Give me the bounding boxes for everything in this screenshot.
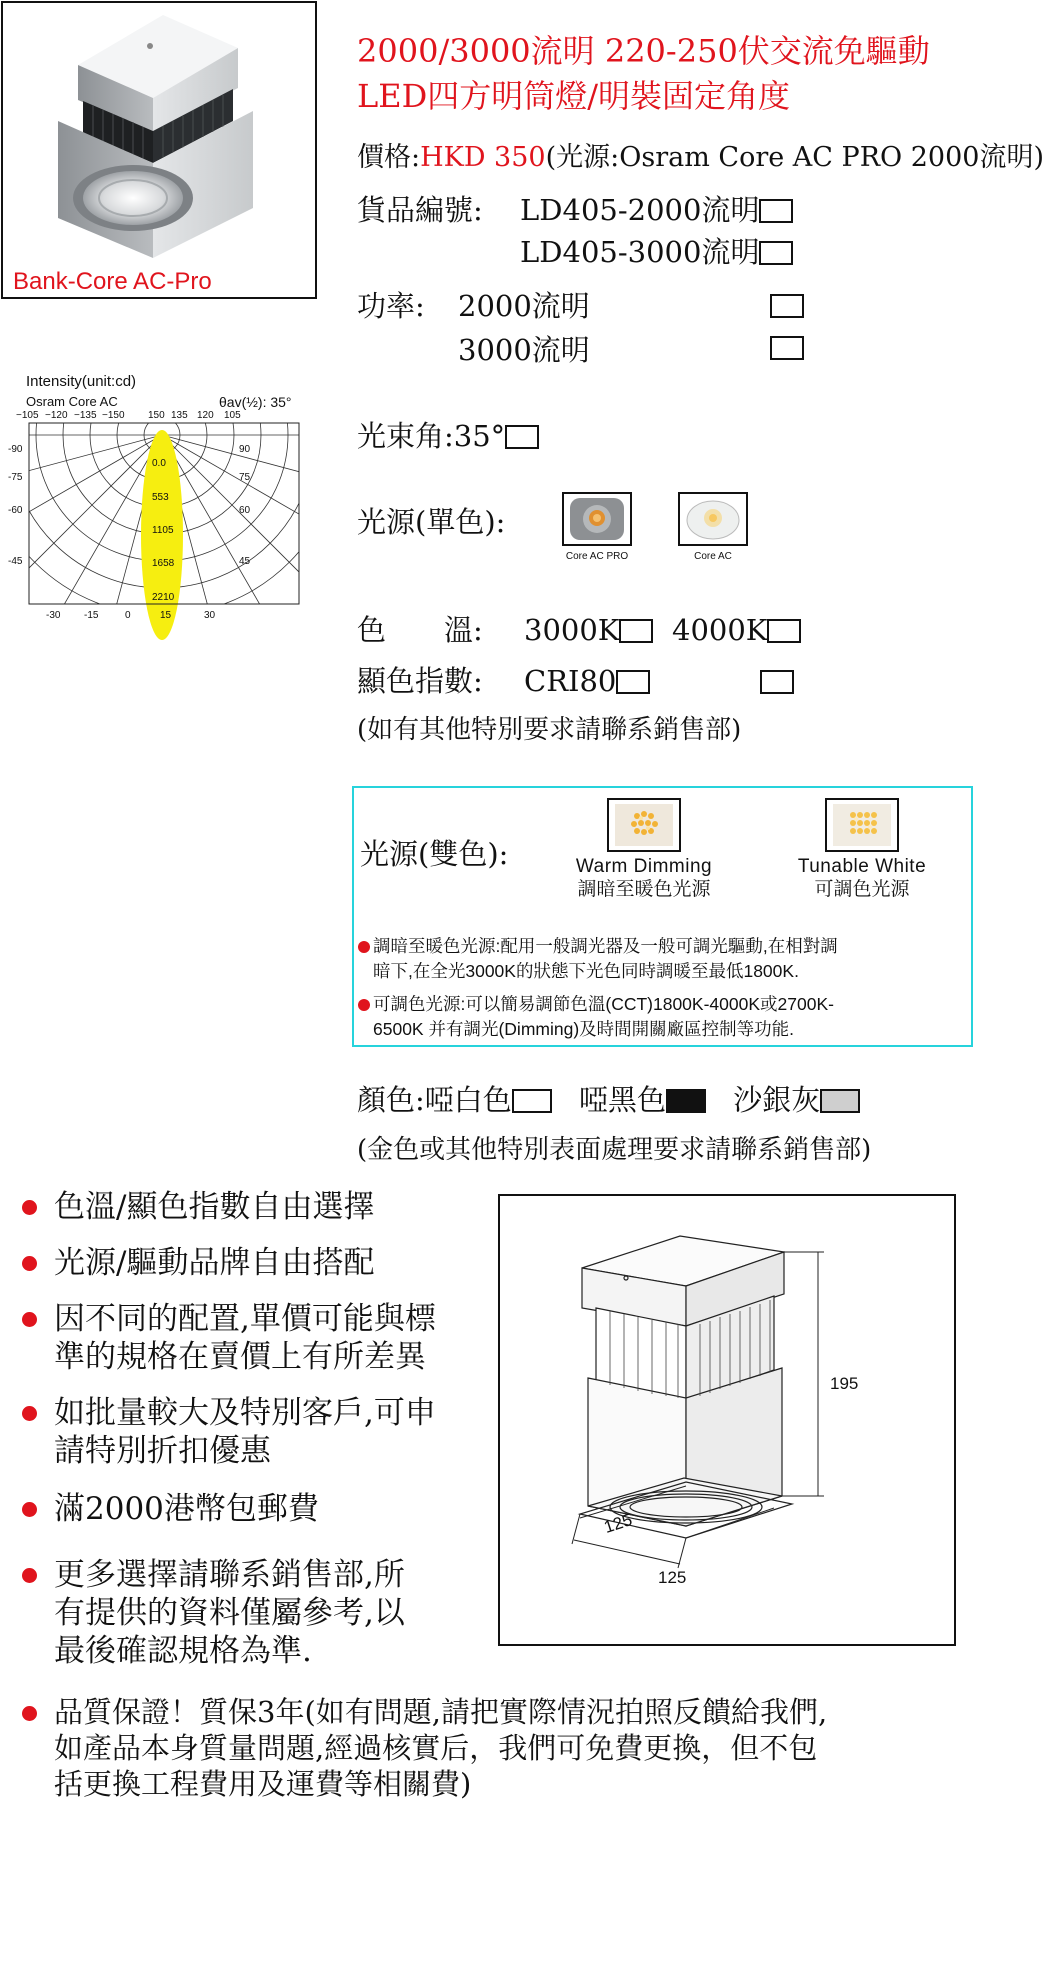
dimension-drawing-frame <box>498 1194 956 1646</box>
polar-left-tick: -75 <box>8 472 23 483</box>
polar-spoke <box>162 435 387 565</box>
feature-bullet-2-line1: 光源/驅動品牌自由搭配 <box>54 1245 375 1281</box>
item-no-option-1[interactable] <box>520 192 793 228</box>
finish-swatch-silver[interactable] <box>820 1089 860 1113</box>
polar-bottom-tick: 30 <box>204 610 216 621</box>
dual-source-label: 光源(雙色): <box>360 837 509 871</box>
bullet-dot <box>22 1406 37 1421</box>
polar-ring-value: 1105 <box>152 525 174 536</box>
polar-bottom-tick: 15 <box>160 610 172 621</box>
bullet-dot <box>22 1200 37 1215</box>
dimension-height: 195 <box>830 1374 859 1393</box>
color-temp-option-2-text: 4000K <box>672 613 768 647</box>
chip-core-ac-label: Core AC <box>694 551 732 562</box>
feature-bullet-4-line1: 如批量較大及特別客戶,可申 <box>54 1395 436 1431</box>
item-no-checkbox-1[interactable] <box>759 199 793 223</box>
dual-note-1-bullet <box>358 941 370 953</box>
feature-bullet-4-line2: 請特別折扣優惠 <box>54 1433 271 1469</box>
bullet-dot <box>22 1312 37 1327</box>
beam-angle-value: 35° <box>453 419 506 453</box>
cri-checkbox-1[interactable] <box>616 670 650 694</box>
dual-note-1-line1: 調暗至暖色光源:配用一般調光器及一般可調光驅動,在相對調 <box>373 936 838 956</box>
finish-option-black: 啞黑色 <box>579 1083 667 1117</box>
tunable-white-chip-image <box>825 798 899 852</box>
cri-label: 顯色指數: <box>357 664 483 698</box>
product-photo <box>3 3 315 297</box>
cri-option-1-text: CRI80 <box>524 664 617 698</box>
power-checkbox-2[interactable] <box>770 336 804 360</box>
price-note: (光源:Osram Core AC PRO 2000流明) <box>545 142 1044 173</box>
dual-note-2-line1: 可調色光源:可以簡易調節色溫(CCT)1800K-4000K或2700K- <box>373 994 834 1014</box>
polar-left-tick: -60 <box>8 505 23 516</box>
product-title-line1: 2000/3000流明 220-250伏交流免驅動 <box>357 32 930 70</box>
finish-note: (金色或其他特別表面處理要求請聯系銷售部) <box>357 1135 872 1165</box>
polar-subtitle: Osram Core AC <box>26 394 118 409</box>
polar-top-tick: 120 <box>197 410 214 421</box>
beam-angle-label: 光束角: <box>357 419 454 453</box>
polar-ring-value: 1658 <box>152 558 175 569</box>
polar-bottom-tick: -30 <box>46 610 61 621</box>
color-temp-label: 色 溫: <box>357 613 483 647</box>
feature-bullet-3-line1: 因不同的配置,單價可能與標 <box>54 1301 436 1337</box>
item-no-checkbox-2[interactable] <box>759 241 793 265</box>
power-option-1: 2000流明 <box>458 289 590 323</box>
chip-core-ac-image <box>678 492 748 546</box>
polar-top-tick: 135 <box>171 410 188 421</box>
dual-source-option-warm[interactable] <box>544 798 744 902</box>
dual-note-1-line2: 暗下,在全光3000K的狀態下光色同時調暖至最低1800K. <box>373 961 799 981</box>
bullet-dot <box>22 1706 37 1721</box>
polar-right-tick: 60 <box>239 505 251 516</box>
finish-swatch-black[interactable] <box>666 1089 706 1113</box>
finish-checkbox-white[interactable] <box>512 1089 552 1113</box>
polar-left-tick: -45 <box>8 556 23 567</box>
color-temp-option-2[interactable] <box>672 612 801 648</box>
bullet-dot <box>22 1568 37 1583</box>
warm-dimming-zh: 調暗至暖色光源 <box>577 879 711 900</box>
color-temp-checkbox-2[interactable] <box>767 619 801 643</box>
price-label: 價格: <box>357 142 421 173</box>
tunable-white-zh: 可調色光源 <box>814 879 910 900</box>
item-no-label: 貨品編號: <box>357 193 483 227</box>
power-checkbox-1[interactable] <box>770 294 804 318</box>
finish-row <box>357 1082 860 1118</box>
polar-right-tick: 90 <box>239 444 251 455</box>
tunable-white-en: Tunable White <box>797 856 927 877</box>
polar-bottom-tick: -15 <box>84 610 99 621</box>
polar-top-tick: 105 <box>224 410 241 421</box>
polar-bottom-tick: 0 <box>125 610 131 621</box>
finish-option-white: 啞白色 <box>424 1083 512 1117</box>
dual-note-2-bullet <box>358 999 370 1011</box>
polar-ring-value: 0.0 <box>152 458 166 469</box>
bullet-dot <box>22 1256 37 1271</box>
feature-bullet-7-line3: 括更換工程費用及運費等相關費) <box>54 1767 472 1801</box>
item-no-option-2-text: LD405-3000流明 <box>520 235 760 269</box>
item-no-option-2[interactable] <box>520 234 793 270</box>
chip-core-ac-pro-label: Core AC PRO <box>565 551 629 562</box>
finish-label: 顏色: <box>357 1083 425 1117</box>
bullet-dot <box>22 1502 37 1517</box>
feature-bullet-6-line1: 更多選擇請聯系銷售部,所 <box>54 1557 405 1593</box>
polar-top-tick: −150 <box>102 410 125 421</box>
feature-bullet-6-line2: 有提供的資料僅屬參考,以 <box>54 1595 405 1631</box>
feature-bullet-5-line1: 滿2000港幣包郵費 <box>54 1491 319 1527</box>
cri-option-1[interactable] <box>524 663 650 699</box>
color-temp-option-1[interactable] <box>524 612 653 648</box>
polar-top-tick: 150 <box>148 410 165 421</box>
light-source-single-label: 光源(單色): <box>357 505 506 539</box>
polar-title: Intensity(unit:cd) <box>26 373 137 390</box>
polar-theta: θav(½): 35° <box>219 394 292 410</box>
polar-top-tick: −105 <box>16 410 39 421</box>
feature-bullet-1-line1: 色溫/顯色指數自由選擇 <box>54 1189 375 1225</box>
polar-ring-value: 2210 <box>152 592 175 603</box>
product-photo-frame <box>1 1 317 299</box>
cri-checkbox-2[interactable] <box>760 670 794 694</box>
polar-top-tick: −135 <box>74 410 97 421</box>
dimension-depth: 125 <box>601 1510 635 1537</box>
polar-top-tick: −120 <box>45 410 68 421</box>
feature-bullet-7-line1: 品質保證！質保3年(如有問題,請把實際情況拍照反饋給我們, <box>54 1695 828 1729</box>
price-row <box>357 140 1044 176</box>
power-label: 功率: <box>357 289 425 323</box>
color-temp-option-1-text: 3000K <box>524 613 620 647</box>
finish-option-silver: 沙銀灰 <box>733 1083 821 1117</box>
polar-ring-value: 553 <box>152 492 169 503</box>
color-temp-checkbox-1[interactable] <box>619 619 653 643</box>
item-no-option-1-text: LD405-2000流明 <box>520 193 760 227</box>
polar-spoke <box>0 435 162 565</box>
polar-right-tick: 75 <box>239 472 251 483</box>
warm-dimming-en: Warm Dimming <box>575 856 713 877</box>
polar-left-tick: -90 <box>8 444 23 455</box>
polar-spoke <box>162 435 346 619</box>
chip-core-ac-pro[interactable] <box>562 492 632 562</box>
special-request-note: (如有其他特別要求請聯系銷售部) <box>357 715 742 745</box>
feature-bullet-7-line2: 如產品本身質量問題,經過核實后，我們可免費更換，但不包 <box>54 1731 818 1765</box>
polar-diagram <box>8 370 314 640</box>
dimension-width: 125 <box>658 1568 687 1587</box>
product-label: Bank-Core AC-Pro <box>13 268 212 295</box>
feature-bullet-3-line2: 準的規格在賣價上有所差異 <box>54 1339 426 1375</box>
product-title-line2: LED四方明筒燈/明裝固定角度 <box>357 77 791 115</box>
price-value: HKD 350 <box>420 142 546 173</box>
dual-source-panel <box>352 786 973 1047</box>
dual-source-option-tunable[interactable] <box>762 798 962 902</box>
dual-note-2-line2: 6500K 并有調光(Dimming)及時間開關廠區控制等功能. <box>373 1019 795 1039</box>
chip-core-ac[interactable] <box>678 492 748 562</box>
beam-angle-row[interactable] <box>357 418 539 454</box>
polar-right-tick: 45 <box>239 556 251 567</box>
feature-bullet-6-line3: 最後確認規格為準. <box>54 1633 312 1669</box>
power-option-2: 3000流明 <box>458 333 590 367</box>
warm-dimming-chip-image <box>607 798 681 852</box>
dimension-drawing <box>500 1196 954 1644</box>
chip-core-ac-pro-image <box>562 492 632 546</box>
beam-angle-checkbox[interactable] <box>505 425 539 449</box>
